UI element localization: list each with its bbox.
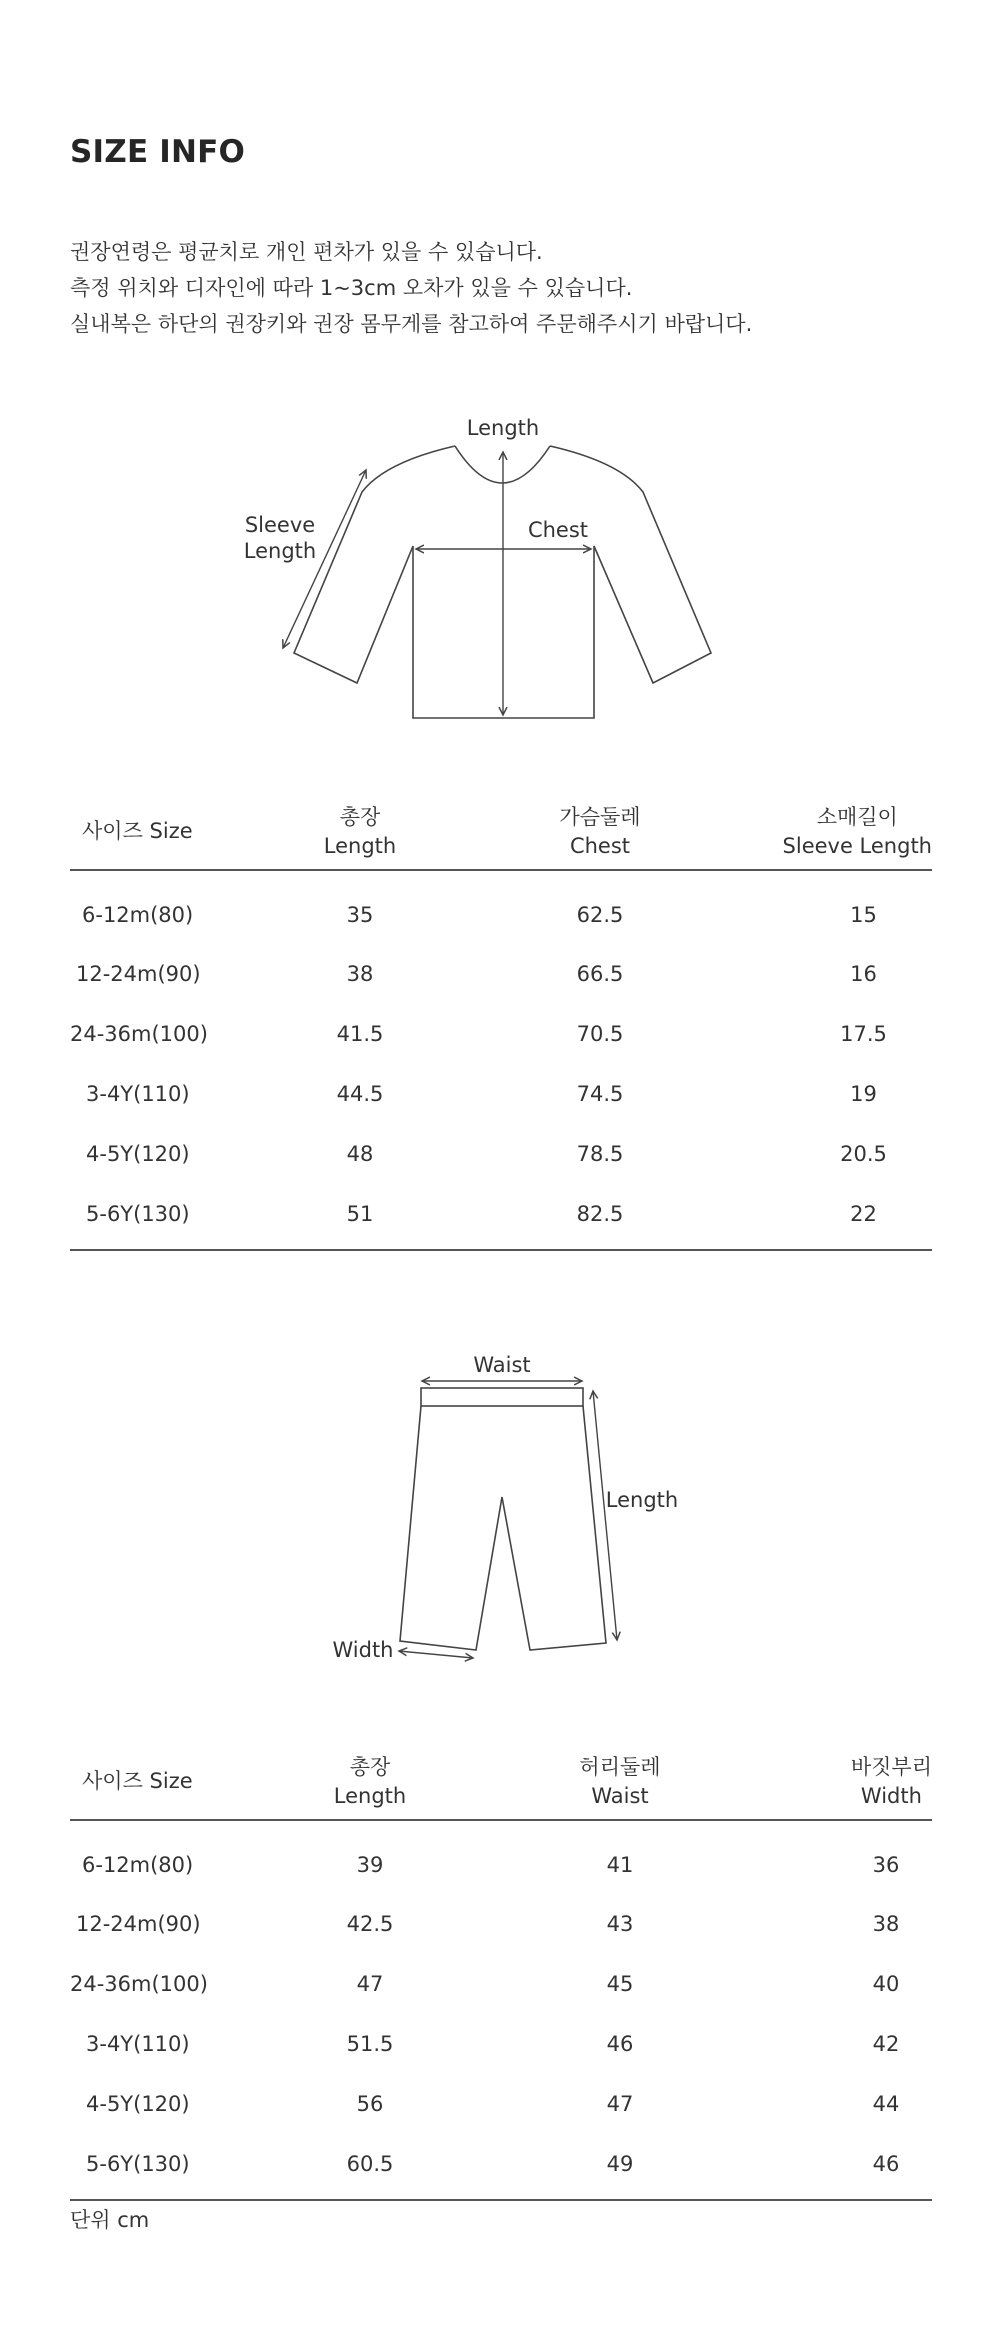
table-row — [70, 1064, 932, 1124]
table-cell: 35 — [346, 902, 374, 927]
table-cell: 19 — [850, 1082, 877, 1106]
table-cell: 5-6Y(130) — [70, 1184, 255, 1250]
table-row — [70, 2074, 932, 2134]
table-cell: 4-5Y(120) — [86, 1142, 190, 1166]
table-row — [70, 2014, 932, 2074]
table-cell: 4-5Y(120) — [86, 2092, 190, 2116]
width-label: Width — [332, 1638, 394, 1662]
table-cell: 41 — [606, 1852, 634, 1877]
page-title: SIZE INFO — [70, 134, 246, 170]
table-row — [70, 1184, 932, 1250]
table-cell: 41.5 — [336, 1022, 384, 1046]
column-header: 사이즈 Size — [70, 794, 255, 870]
table-cell: 49 — [470, 2134, 770, 2200]
length-label: Length — [605, 1488, 679, 1512]
top-garment-diagram — [0, 400, 1000, 740]
chest-label: Chest — [527, 518, 589, 542]
table-cell: 16 — [850, 962, 877, 986]
table-cell: 45 — [606, 1972, 634, 1996]
table-cell: 24-36m(100) — [70, 1972, 208, 1996]
width-arrow — [399, 1651, 473, 1658]
table-row — [70, 944, 932, 1004]
table-cell: 47 — [606, 2092, 634, 2116]
pants-diagram — [0, 1340, 1000, 1680]
note-line: 측정 위치와 디자인에 따라 1~3cm 오차가 있을 수 있습니다. — [70, 276, 633, 300]
column-header: 바짓부리 Width — [770, 1744, 932, 1820]
table-cell: 36 — [872, 1852, 900, 1877]
table-cell: 3-4Y(110) — [86, 2032, 190, 2056]
table-cell: 51.5 — [346, 2032, 394, 2056]
table-cell: 38 — [346, 962, 374, 986]
column-header: 총장 Length — [255, 794, 465, 870]
table-cell: 78.5 — [576, 1142, 624, 1166]
table-cell: 12-24m(90) — [76, 962, 201, 986]
column-header: 총장 Length — [270, 1744, 470, 1820]
unit-label: 단위 cm — [70, 2208, 150, 2232]
table-cell: 20.5 — [840, 1142, 887, 1166]
table-row — [70, 2134, 932, 2200]
table-row — [70, 870, 932, 944]
table-cell: 62.5 — [576, 902, 624, 927]
table-cell: 60.5 — [270, 2134, 470, 2200]
table-cell: 39 — [356, 1852, 384, 1877]
table-row — [70, 1820, 932, 1894]
table-cell: 6-12m(80) — [82, 902, 194, 927]
table-cell: 12-24m(90) — [76, 1912, 201, 1936]
column-header: 소매길이 Sleeve Length — [735, 794, 932, 870]
table-row — [70, 1954, 932, 2014]
table-cell: 40 — [872, 1972, 900, 1996]
length-arrow — [593, 1391, 617, 1640]
table-cell: 43 — [606, 1912, 634, 1936]
table-cell: 44 — [872, 2092, 900, 2116]
table-cell: 15 — [850, 902, 877, 927]
table-cell: 42.5 — [346, 1912, 394, 1936]
table-cell: 51 — [255, 1184, 465, 1250]
column-header: 사이즈 Size — [70, 1744, 270, 1820]
table-row — [70, 1004, 932, 1064]
table-row — [70, 1894, 932, 1954]
table-cell: 70.5 — [576, 1022, 624, 1046]
note-line: 실내복은 하단의 권장키와 권장 몸무게를 참고하여 주문해주시기 바랍니다. — [70, 312, 753, 336]
table-cell: 56 — [356, 2092, 384, 2116]
table-cell: 38 — [872, 1912, 900, 1936]
column-header: 허리둘레 Waist — [470, 1744, 770, 1820]
pants-size-table — [70, 1744, 932, 2201]
sleeve-label: Sleeve — [244, 513, 316, 537]
table-cell: 47 — [356, 1972, 384, 1996]
table-cell: 46 — [770, 2134, 932, 2200]
size-notes — [70, 234, 950, 342]
table-cell: 24-36m(100) — [70, 1022, 208, 1046]
table-cell: 17.5 — [840, 1022, 887, 1046]
top-size-table — [70, 794, 932, 1251]
waist-label: Waist — [473, 1353, 531, 1377]
table-cell: 6-12m(80) — [82, 1852, 194, 1877]
table-cell: 5-6Y(130) — [70, 2134, 270, 2200]
table-cell: 66.5 — [576, 962, 624, 986]
table-cell: 3-4Y(110) — [86, 1082, 190, 1106]
table-row — [70, 1124, 932, 1184]
table-cell: 82.5 — [465, 1184, 735, 1250]
table-cell: 46 — [606, 2032, 634, 2056]
table-cell: 42 — [872, 2032, 900, 2056]
table-cell: 22 — [735, 1184, 932, 1250]
table-cell: 48 — [346, 1142, 374, 1166]
sleeve-label: Length — [243, 539, 317, 563]
length-label: Length — [466, 416, 540, 440]
note-line: 권장연령은 평균치로 개인 편차가 있을 수 있습니다. — [70, 240, 543, 264]
column-header: 가슴둘레 Chest — [465, 794, 735, 870]
table-cell: 44.5 — [336, 1082, 384, 1106]
table-cell: 74.5 — [576, 1082, 624, 1106]
